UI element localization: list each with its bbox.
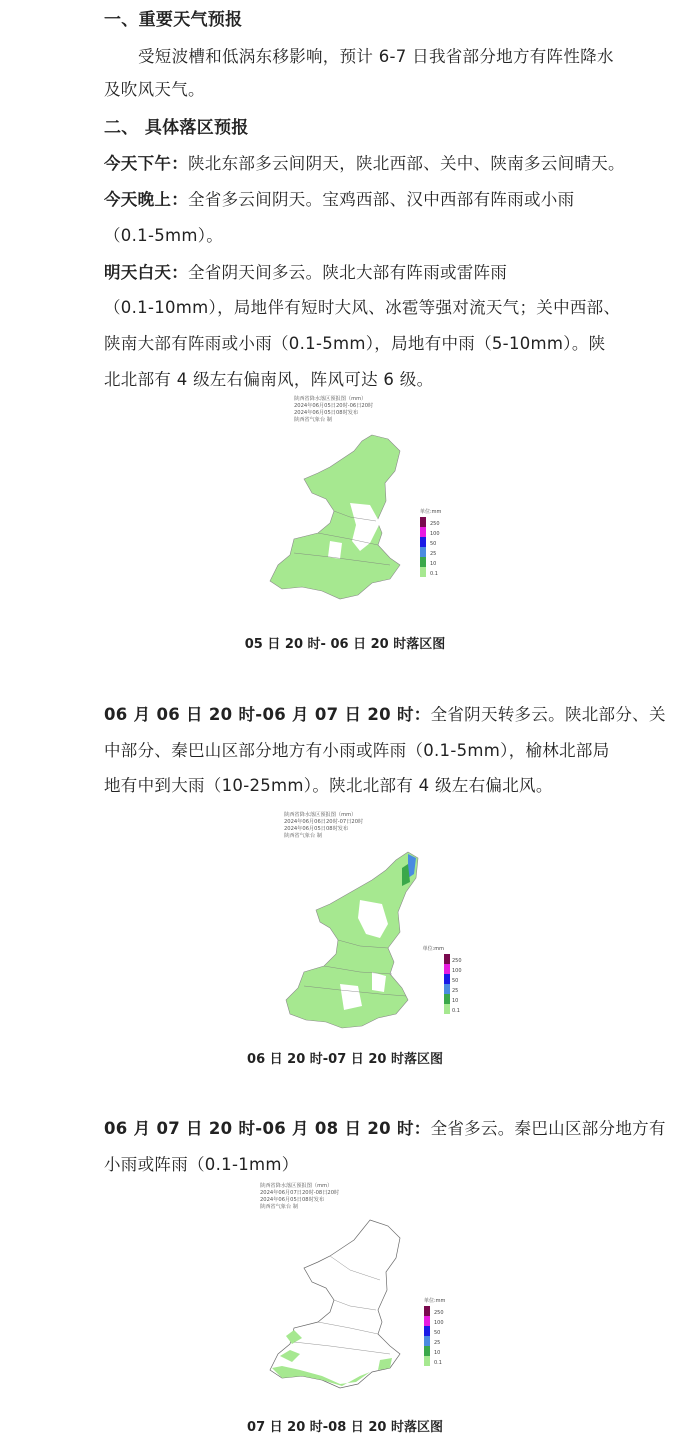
map3-issuer: 陕西省气象台 制 [260,1204,298,1210]
map3-issued: 2024年06月05日08时发布 [260,1197,325,1203]
map3-title: 陕西省降水落区预报图（mm） [260,1183,333,1189]
map1-legend-swatch-0.1 [420,567,426,577]
map2-period: 2024年06月06日20时-07日20时 [284,819,364,825]
map1-legend-label-25: 25 [430,551,437,557]
map2-issued: 2024年06月05日08时发布 [284,826,349,832]
map3-legend-unit: 单位:mm [424,1298,446,1304]
map2-legend-swatch-250 [444,954,450,964]
map1-legend-swatch-100 [420,527,426,537]
map3-period: 2024年06月07日20时-08日20时 [260,1190,340,1196]
map1-title: 陕西省降水落区预报图（mm） [294,396,367,402]
map2-legend [444,954,462,1014]
map1-legend-label-50: 50 [430,541,437,547]
period2-line3: 地有中到大雨（10-25mm）。陕北北部有 4 级左右偏北风。 [104,776,553,795]
map2-legend-label-25: 25 [452,988,459,994]
forecast-tomorrow-line3: 陕南大部有阵雨或小雨（0.1-5mm），局地有中雨（5-10mm）。陕 [104,334,606,353]
forecast-evening-label: 今天晚上： [104,190,188,209]
map1-legend-label-10: 10 [430,561,437,567]
section-heading-important: 一、重要天气预报 [104,10,243,30]
map1-legend-swatch-25 [420,547,426,557]
map1-legend-label-0.1: 0.1 [430,571,438,577]
period3-line1 [104,1119,666,1139]
period2-line2: 中部分、秦巴山区部分地方有小雨或阵雨（0.1-5mm），榆林北部局 [104,741,610,760]
map2-legend-swatch-0.1 [444,1004,450,1014]
forecast-evening-text: 全省多云间阴天。宝鸡西部、汉中西部有阵雨或小雨 [188,190,575,209]
map3-legend-label-100: 100 [434,1320,444,1326]
forecast-tomorrow [104,263,507,283]
map1-legend-swatch-10 [420,557,426,567]
forecast-evening-line2: （0.1-5mm）。 [104,226,224,245]
map3-legend-label-50: 50 [434,1330,441,1336]
map3-legend-swatch-100 [424,1316,430,1326]
forecast-tomorrow-label: 明天白天： [104,263,188,282]
map2-legend-label-100: 100 [452,968,462,974]
map1-legend-swatch-50 [420,537,426,547]
map1-legend-swatch-250 [420,517,426,527]
map2-legend-unit: 单位:mm [422,946,444,952]
forecast-afternoon-label: 今天下午： [104,154,188,173]
map3-legend-swatch-25 [424,1336,430,1346]
period3-label: 06 月 07 日 20 时-06 月 08 日 20 时： [104,1119,431,1138]
map1-period: 2024年06月05日20时-06日20时 [294,403,374,409]
map3-legend-swatch-50 [424,1326,430,1336]
forecast-tomorrow-text: 全省阴天间多云。陕北大部有阵雨或雷阵雨 [188,263,508,282]
period2-line1 [104,705,666,725]
period3-text: 全省多云。秦巴山区部分地方有 [430,1119,666,1138]
period3-line2: 小雨或阵雨（0.1-1mm） [104,1155,299,1174]
map1-legend-label-250: 250 [430,521,440,527]
forecast-afternoon-text: 陕北东部多云间阴天，陕北西部、关中、陕南多云间晴天。 [188,154,625,173]
map2-legend-swatch-100 [444,964,450,974]
map3-legend [424,1306,444,1366]
map2-title: 陕西省降水落区预报图（mm） [284,812,357,818]
forecast-evening [104,190,574,210]
map1-legend-label-100: 100 [430,531,440,537]
precip-map-1 [230,393,460,613]
map3-legend-swatch-10 [424,1346,430,1356]
map2-legend-label-50: 50 [452,978,459,984]
map3-legend-swatch-0.1 [424,1356,430,1366]
map3-legend-label-0.1: 0.1 [434,1360,442,1366]
section-heading-areas: 二、 具体落区预报 [104,118,249,138]
period2-text: 全省阴天转多云。陕北部分、关 [430,705,666,724]
map2-issuer: 陕西省气象台 制 [284,833,322,839]
section1-line1: 受短波槽和低涡东移影响，预计 6-7 日我省部分地方有阵性降水 [138,47,614,66]
precip-map-3 [230,1180,460,1400]
map2-caption: 06 日 20 时-07 日 20 时落区图 [247,1052,443,1067]
map1-legend [420,517,440,577]
map2-legend-label-250: 250 [452,958,462,964]
forecast-tomorrow-line4: 北北部有 4 级左右偏南风，阵风可达 6 级。 [104,370,434,389]
map3-legend-label-250: 250 [434,1310,444,1316]
map1-issuer: 陕西省气象台 制 [294,417,332,423]
period2-label: 06 月 06 日 20 时-06 月 07 日 20 时： [104,705,431,724]
map2-legend-swatch-25 [444,984,450,994]
section1-line2: 及吹风天气。 [104,80,205,99]
forecast-tomorrow-line2: （0.1-10mm），局地伴有短时大风、冰雹等强对流天气；关中西部、 [104,298,621,317]
map1-legend-unit: 单位:mm [420,509,442,515]
map1-shaanxi-province [270,435,400,599]
map3-legend-label-25: 25 [434,1340,441,1346]
map3-caption: 07 日 20 时-08 日 20 时落区图 [247,1420,443,1435]
map1-caption: 05 日 20 时- 06 日 20 时落区图 [244,637,446,652]
precip-map-2 [230,808,460,1028]
map2-legend-label-0.1: 0.1 [452,1008,460,1014]
map3-legend-swatch-250 [424,1306,430,1316]
map1-issued: 2024年06月05日08时发布 [294,410,359,416]
map2-legend-swatch-50 [444,974,450,984]
forecast-afternoon [104,154,625,174]
map2-legend-swatch-10 [444,994,450,1004]
map2-legend-label-10: 10 [452,998,459,1004]
map3-legend-label-10: 10 [434,1350,441,1356]
